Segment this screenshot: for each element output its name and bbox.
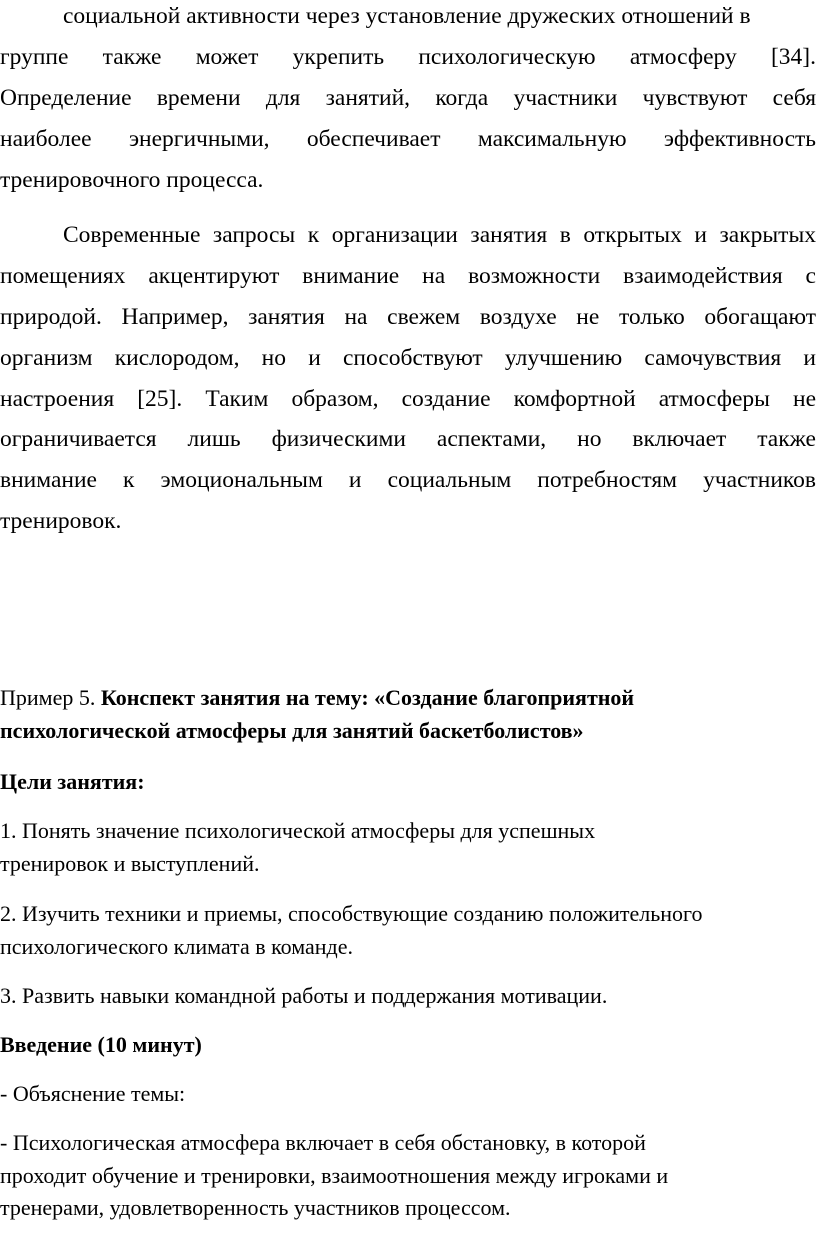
paragraph-line: наиболее энергичными, обеспечивает максимальную эффективность bbox=[0, 125, 816, 152]
introduction-point: - Объяснение темы: bbox=[0, 1081, 186, 1106]
paragraph-continued bbox=[0, 0, 816, 200]
paragraph-line: помещениях акцентируют внимание на возможности взаимодействия с bbox=[0, 262, 816, 289]
paragraph-line: природой. Например, занятия на свежем воздухе не только обогащают bbox=[0, 303, 816, 330]
paragraph-line: Определение времени для занятий, когда участники чувствуют себя bbox=[0, 84, 816, 111]
example-title bbox=[0, 682, 816, 747]
example-label: Пример 5. bbox=[0, 685, 96, 710]
paragraph-line: ограничивается лишь физическими аспектами, но включает также bbox=[0, 426, 816, 453]
goal-item: 3. Развить навыки командной работы и поддержания мотивации. bbox=[0, 983, 608, 1008]
example-title-text: Конспект занятия на тему: «Создание благоприятной bbox=[100, 685, 635, 710]
paragraph-line: настроения [25]. Таким образом, создание комфортной атмосферы не bbox=[0, 385, 816, 412]
paragraph-line: внимание к эмоциональным и социальным потребностям участников bbox=[0, 467, 816, 494]
paragraph-line: организм кислородом, но и способствуют улучшению самочувствия и bbox=[0, 344, 816, 371]
paragraph-line: Современные запросы к организации занятия в открытых и закрытых bbox=[63, 222, 816, 248]
paragraph-line: группе также может укрепить психологическую атмосферу [34]. bbox=[0, 43, 816, 70]
paragraph-line: тренировок. bbox=[0, 508, 122, 535]
goal-item: 1. Понять значение психологической атмосферы для успешных тренировок и выступлений. bbox=[0, 818, 596, 876]
introduction-point: - Психологическая атмосфера включает в себя обстановку, в которой проходит обучение и тренировки, взаимоотношения между игроками и тренерами, удовлетворенность участников процессом. bbox=[0, 1130, 669, 1220]
goal-item: 2. Изучить техники и приемы, способствующие созданию положительного психологического климата в команде. bbox=[0, 901, 703, 959]
goals-heading: Цели занятия: bbox=[0, 769, 145, 794]
paragraph-line: социальной активности через установление дружеских отношений в bbox=[63, 3, 751, 29]
introduction-heading: Введение (10 минут) bbox=[0, 1032, 202, 1057]
paragraph-line: тренировочного процесса. bbox=[0, 166, 264, 193]
paragraph-modern-requests bbox=[0, 215, 816, 542]
example-title-text: психологической атмосферы для занятий баскетболистов» bbox=[0, 717, 584, 743]
